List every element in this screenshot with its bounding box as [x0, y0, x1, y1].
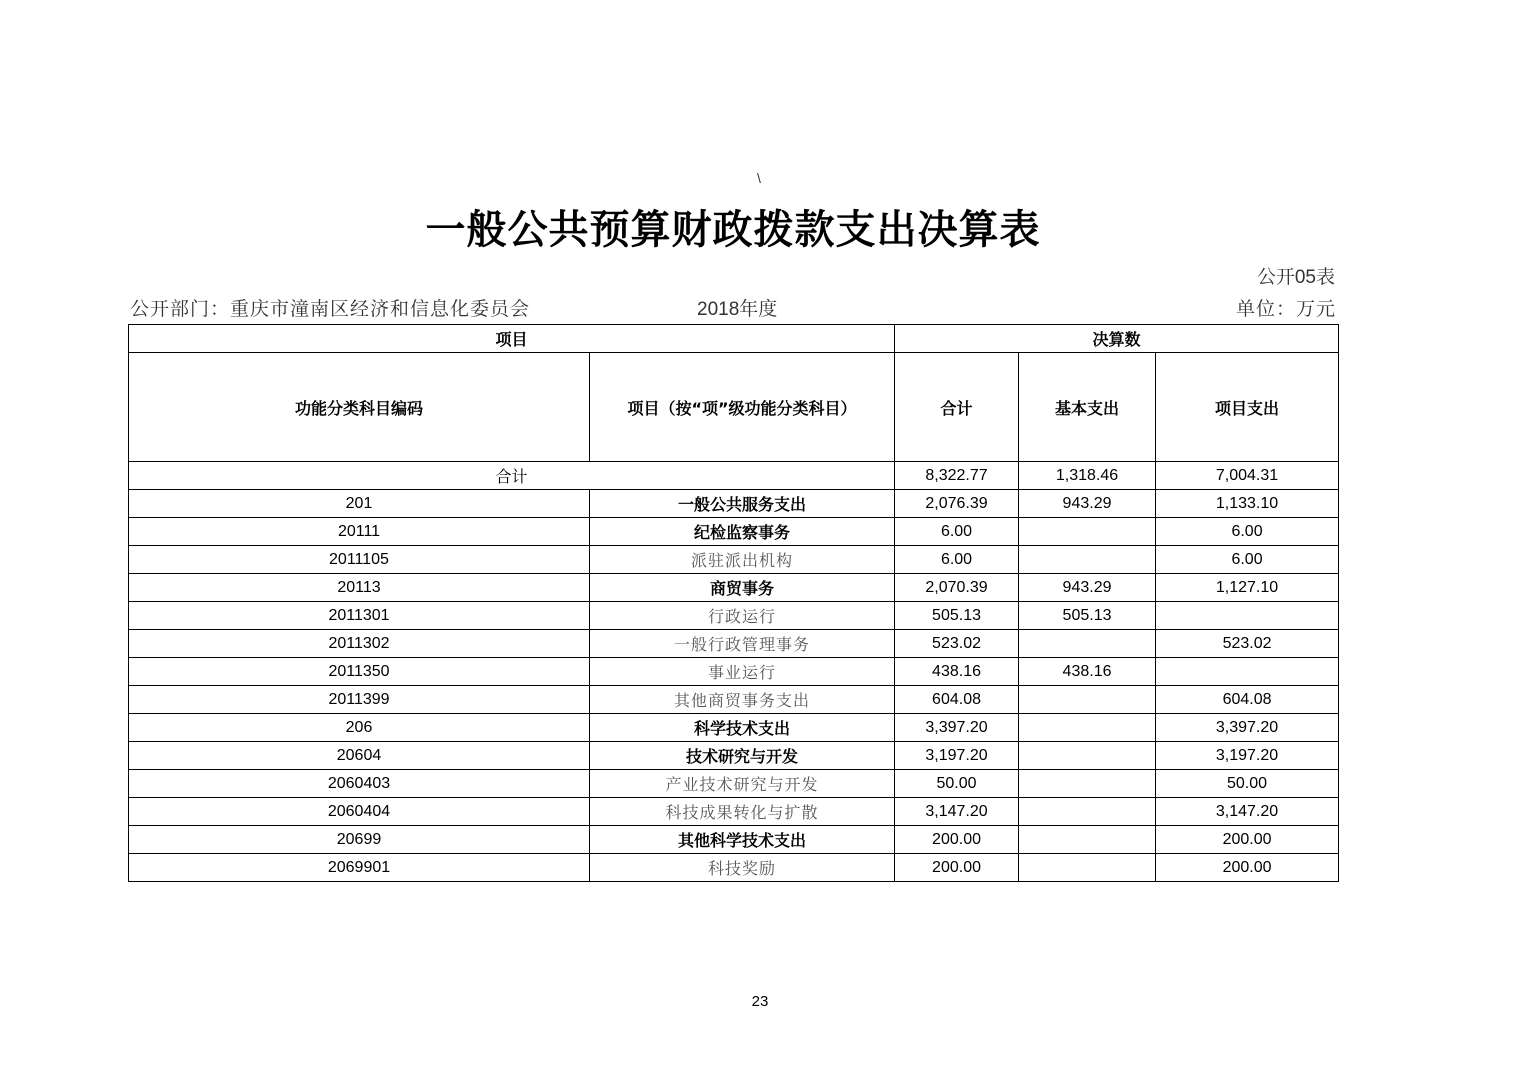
header-row-1 — [129, 325, 1339, 353]
row-code: 2011350 — [129, 658, 590, 686]
table-row — [129, 602, 1339, 630]
row-total: 200.00 — [895, 826, 1019, 854]
row-project: 3,147.20 — [1156, 798, 1339, 826]
row-project: 3,197.20 — [1156, 742, 1339, 770]
row-total: 523.02 — [895, 630, 1019, 658]
total-row — [129, 462, 1339, 490]
row-total: 604.08 — [895, 686, 1019, 714]
header-row-2 — [129, 353, 1339, 462]
row-code: 2060404 — [129, 798, 590, 826]
row-basic: 438.16 — [1019, 658, 1156, 686]
row-total: 3,397.20 — [895, 714, 1019, 742]
row-project: 6.00 — [1156, 518, 1339, 546]
total-basic: 1,318.46 — [1019, 462, 1156, 490]
row-code: 206 — [129, 714, 590, 742]
row-total: 505.13 — [895, 602, 1019, 630]
row-total: 438.16 — [895, 658, 1019, 686]
row-code: 201 — [129, 490, 590, 518]
row-basic — [1019, 798, 1156, 826]
table-row — [129, 714, 1339, 742]
row-total: 200.00 — [895, 854, 1019, 882]
row-code: 2011399 — [129, 686, 590, 714]
row-name: 科技奖励 — [590, 854, 895, 882]
table-row — [129, 770, 1339, 798]
total-label: 合计 — [129, 462, 895, 490]
row-basic — [1019, 714, 1156, 742]
row-name: 派驻派出机构 — [590, 546, 895, 574]
total-sum: 8,322.77 — [895, 462, 1019, 490]
row-project — [1156, 658, 1339, 686]
row-project: 200.00 — [1156, 826, 1339, 854]
row-name: 纪检监察事务 — [590, 518, 895, 546]
row-project: 523.02 — [1156, 630, 1339, 658]
row-project: 1,127.10 — [1156, 574, 1339, 602]
row-total: 6.00 — [895, 546, 1019, 574]
row-project: 200.00 — [1156, 854, 1339, 882]
table-row — [129, 686, 1339, 714]
row-name: 事业运行 — [590, 658, 895, 686]
unit-label: 单位：万元 — [1235, 299, 1336, 320]
row-total: 6.00 — [895, 518, 1019, 546]
table-row — [129, 658, 1339, 686]
row-basic: 943.29 — [1019, 490, 1156, 518]
row-name: 产业技术研究与开发 — [590, 770, 895, 798]
row-code: 20699 — [129, 826, 590, 854]
row-name: 科技成果转化与扩散 — [590, 798, 895, 826]
row-total: 50.00 — [895, 770, 1019, 798]
row-basic — [1019, 770, 1156, 798]
table-row — [129, 574, 1339, 602]
table-row — [129, 826, 1339, 854]
row-total: 2,070.39 — [895, 574, 1019, 602]
expenditure-table — [128, 324, 1339, 882]
row-project: 6.00 — [1156, 546, 1339, 574]
row-project: 1,133.10 — [1156, 490, 1339, 518]
row-project: 50.00 — [1156, 770, 1339, 798]
row-code: 2069901 — [129, 854, 590, 882]
header-project: 项目 — [129, 325, 895, 353]
row-name: 科学技术支出 — [590, 714, 895, 742]
row-total: 2,076.39 — [895, 490, 1019, 518]
department-label: 公开部门：重庆市潼南区经济和信息化委员会 — [130, 299, 531, 320]
row-code: 2011302 — [129, 630, 590, 658]
row-project — [1156, 602, 1339, 630]
row-basic — [1019, 742, 1156, 770]
row-basic — [1019, 686, 1156, 714]
table-row — [129, 630, 1339, 658]
row-code: 2011105 — [129, 546, 590, 574]
row-name: 一般行政管理事务 — [590, 630, 895, 658]
table-row — [129, 798, 1339, 826]
table-row — [129, 490, 1339, 518]
stray-mark: \ — [757, 170, 761, 186]
row-basic — [1019, 518, 1156, 546]
row-name: 行政运行 — [590, 602, 895, 630]
row-project: 3,397.20 — [1156, 714, 1339, 742]
row-name: 商贸事务 — [590, 574, 895, 602]
table-row — [129, 742, 1339, 770]
row-code: 20113 — [129, 574, 590, 602]
row-basic — [1019, 630, 1156, 658]
header-code: 功能分类科目编码 — [129, 353, 590, 462]
row-name: 技术研究与开发 — [590, 742, 895, 770]
row-total: 3,147.20 — [895, 798, 1019, 826]
total-project: 7,004.31 — [1156, 462, 1339, 490]
row-project: 604.08 — [1156, 686, 1339, 714]
row-code: 20111 — [129, 518, 590, 546]
row-basic: 943.29 — [1019, 574, 1156, 602]
row-code: 2011301 — [129, 602, 590, 630]
row-code: 2060403 — [129, 770, 590, 798]
meta-row — [130, 294, 1336, 320]
row-basic — [1019, 546, 1156, 574]
table-row — [129, 546, 1339, 574]
row-basic: 505.13 — [1019, 602, 1156, 630]
page-title: 一般公共预算财政拨款支出决算表 — [425, 206, 1041, 253]
header-total: 合计 — [895, 353, 1019, 462]
row-name: 其他科学技术支出 — [590, 826, 895, 854]
row-name: 其他商贸事务支出 — [590, 686, 895, 714]
header-item: 项目（按“项”级功能分类科目） — [590, 353, 895, 462]
table-row — [129, 518, 1339, 546]
header-basic: 基本支出 — [1019, 353, 1156, 462]
header-final-amount: 决算数 — [895, 325, 1339, 353]
table-number: 公开05表 — [1256, 267, 1335, 288]
fiscal-year: 2018年度 — [697, 299, 778, 320]
row-basic — [1019, 854, 1156, 882]
row-code: 20604 — [129, 742, 590, 770]
header-project-exp: 项目支出 — [1156, 353, 1339, 462]
row-total: 3,197.20 — [895, 742, 1019, 770]
row-name: 一般公共服务支出 — [590, 490, 895, 518]
table-row — [129, 854, 1339, 882]
page-number: 23 — [751, 993, 769, 1010]
row-basic — [1019, 826, 1156, 854]
